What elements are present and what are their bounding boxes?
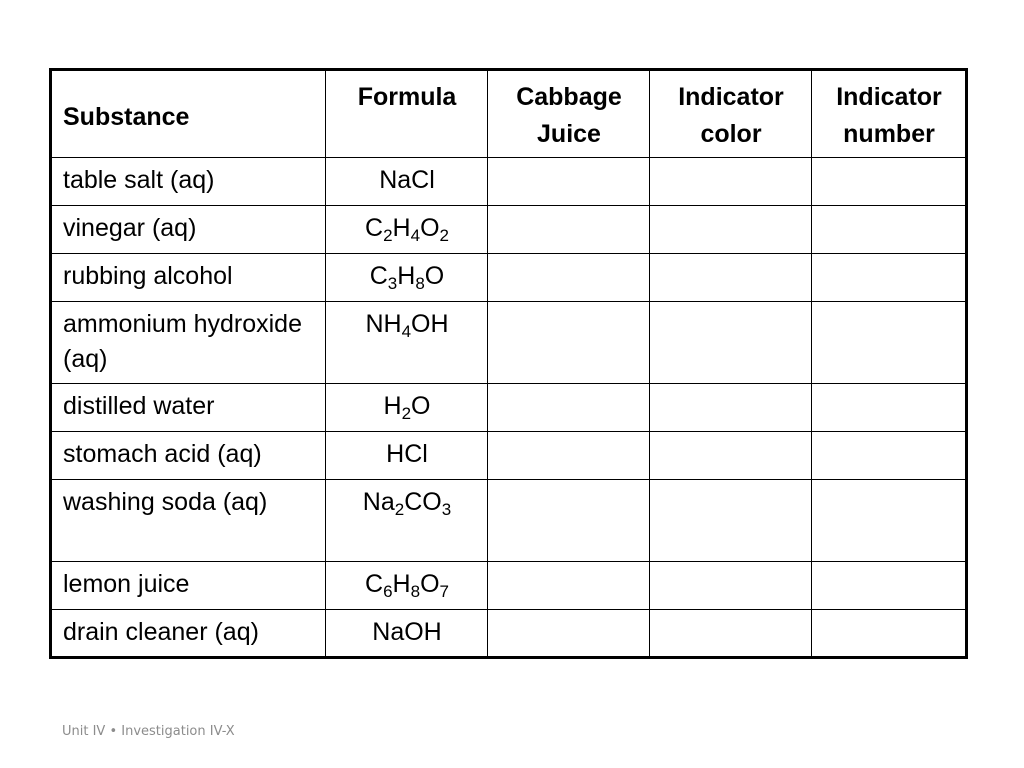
table-row [51,254,967,302]
table-row [51,480,967,562]
table-body [51,158,967,658]
cabbage-juice-cell[interactable] [488,610,650,658]
substance-cell: lemon juice [51,562,326,610]
cabbage-juice-cell[interactable] [488,206,650,254]
cabbage-juice-cell[interactable] [488,480,650,562]
formula-text: C [369,262,388,290]
formula-text: OH [411,310,449,338]
substance-cell: table salt (aq) [51,158,326,206]
table-row [51,206,967,254]
table-row [51,384,967,432]
formula-subscript: 4 [410,226,421,245]
indicator-color-cell[interactable] [650,254,812,302]
header-row [51,70,967,158]
footer-text: Unit IV • Investigation IV-X [62,724,235,739]
formula-text: C [365,214,384,242]
formula-text: C [365,570,384,598]
formula-subscript: 3 [387,274,398,293]
header-indicator-color-line-1: Indicator [678,83,784,111]
cabbage-juice-cell[interactable] [488,302,650,384]
substance-cell: ammonium hydroxide (aq) [51,302,326,384]
indicator-number-cell[interactable] [812,254,967,302]
substance-cell: rubbing alcohol [51,254,326,302]
indicator-color-cell[interactable] [650,384,812,432]
formula-text: Na [362,488,395,516]
formula-cell [326,480,488,562]
header-indicator-color-line-2: color [700,120,762,148]
indicator-color-cell[interactable] [650,158,812,206]
indicator-number-cell[interactable] [812,562,967,610]
table-row [51,432,967,480]
formula-text: CO [404,488,442,516]
formula-text: NaCl [379,166,435,194]
indicator-color-cell[interactable] [650,610,812,658]
formula-text: NH [365,310,402,338]
indicator-number-cell[interactable] [812,432,967,480]
formula-text: H [392,214,411,242]
formula-subscript: 2 [394,500,405,519]
formula-cell [326,158,488,206]
header-cabbage-juice-line-1: Cabbage [516,83,622,111]
indicator-color-cell[interactable] [650,480,812,562]
indicator-number-cell[interactable] [812,384,967,432]
formula-text: O [411,392,431,420]
formula-cell [326,384,488,432]
cabbage-juice-cell[interactable] [488,158,650,206]
formula-subscript: 4 [401,322,412,341]
header-cabbage-juice [488,70,650,158]
header-cabbage-juice-line-2: Juice [537,120,601,148]
indicator-color-cell[interactable] [650,302,812,384]
formula-cell [326,610,488,658]
formula-text: H [392,570,411,598]
formula-cell [326,562,488,610]
cabbage-juice-cell[interactable] [488,384,650,432]
cabbage-juice-cell[interactable] [488,254,650,302]
formula-text: O [420,214,440,242]
header-indicator-number [812,70,967,158]
header-formula: Formula [326,70,488,158]
data-table [49,68,968,659]
formula-cell [326,254,488,302]
cabbage-juice-cell[interactable] [488,562,650,610]
cabbage-juice-cell[interactable] [488,432,650,480]
substance-cell: stomach acid (aq) [51,432,326,480]
formula-text: O [424,262,445,290]
table-row [51,302,967,384]
formula-cell [326,206,488,254]
formula-subscript: 8 [410,582,421,601]
table-row [51,562,967,610]
formula-subscript: 2 [401,404,412,423]
formula-subscript: 6 [383,582,393,601]
formula-cell [326,302,488,384]
table-row [51,158,967,206]
formula-text: H [397,262,416,290]
formula-text: HCl [386,440,428,468]
formula-cell [326,432,488,480]
indicator-number-cell[interactable] [812,158,967,206]
formula-text: O [420,570,440,598]
header-substance: Substance [51,70,326,158]
indicator-number-cell[interactable] [812,610,967,658]
formula-subscript: 2 [439,226,449,245]
formula-subscript: 7 [439,582,449,601]
indicator-color-cell[interactable] [650,432,812,480]
header-indicator-number-line-2: number [843,120,935,148]
indicator-color-cell[interactable] [650,562,812,610]
substance-cell: washing soda (aq) [51,480,326,562]
header-indicator-color [650,70,812,158]
substance-cell: drain cleaner (aq) [51,610,326,658]
table-row [51,610,967,658]
formula-text: NaOH [372,618,442,646]
substance-cell: distilled water [51,384,326,432]
formula-text: H [383,392,402,420]
formula-subscript: 8 [415,274,425,293]
indicator-number-cell[interactable] [812,302,967,384]
formula-subscript: 2 [383,226,393,245]
indicator-color-cell[interactable] [650,206,812,254]
formula-subscript: 3 [441,500,452,519]
indicator-number-cell[interactable] [812,480,967,562]
substance-cell: vinegar (aq) [51,206,326,254]
header-indicator-number-line-1: Indicator [836,83,942,111]
indicator-number-cell[interactable] [812,206,967,254]
